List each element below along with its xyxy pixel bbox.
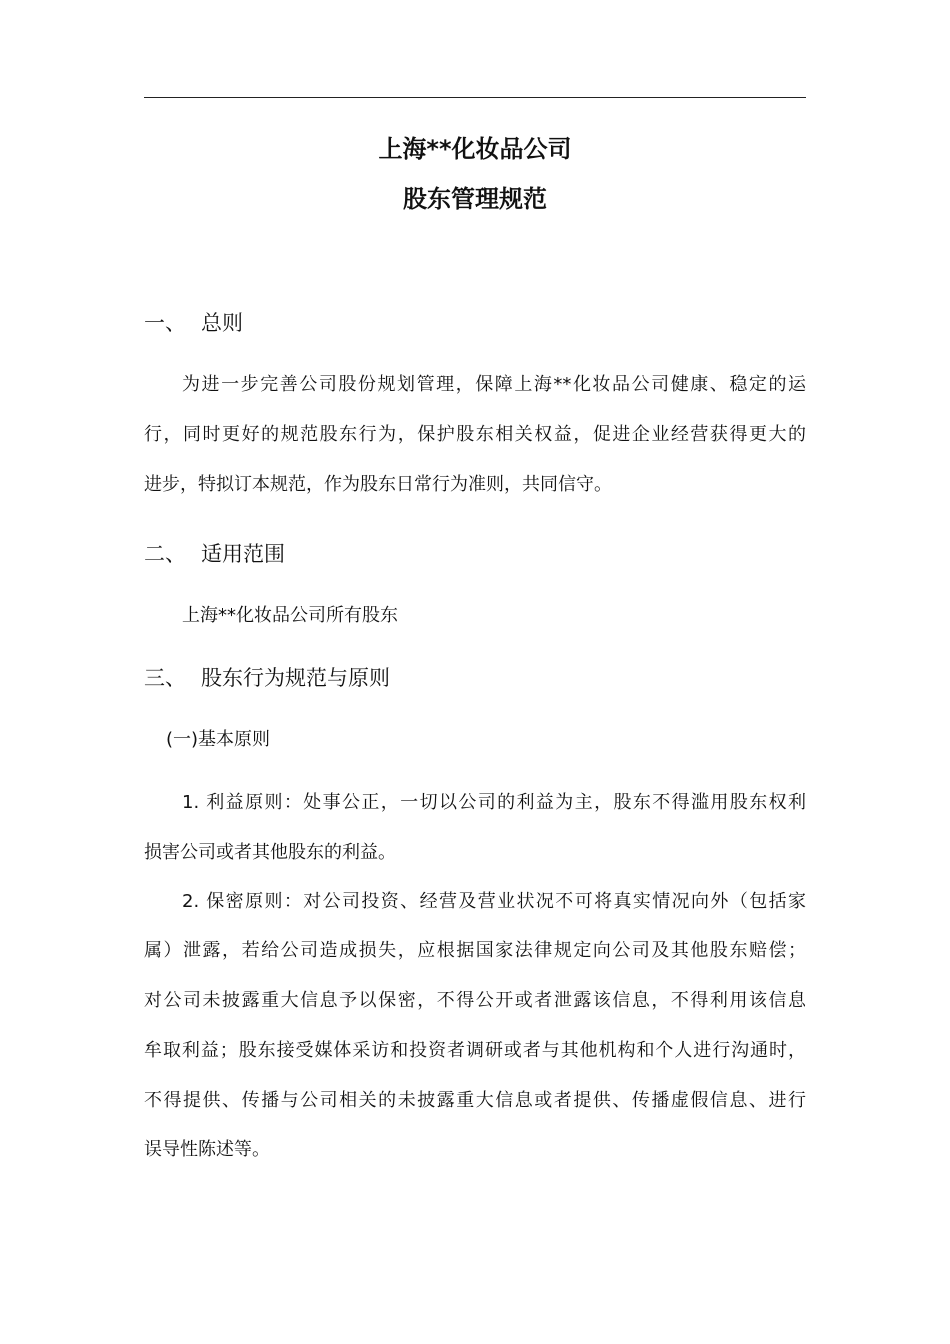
header-rule xyxy=(144,97,806,98)
paragraph-line: 2. 保密原则：对公司投资、经营及营业状况不可将真实情况向外（包括家 xyxy=(182,891,806,912)
section-number: 三、 xyxy=(144,666,186,690)
document-title-subject: 股东管理规范 xyxy=(403,185,547,213)
paragraph-line: 1. 利益原则：处事公正，一切以公司的利益为主，股东不得滥用股东权利 xyxy=(182,792,806,813)
section-number: 一、 xyxy=(144,311,186,335)
paragraph-line: 行，同时更好的规范股东行为，保护股东相关权益，促进企业经营获得更大的 xyxy=(144,424,806,445)
paragraph-line: 为进一步完善公司股份规划管理，保障上海**化妆品公司健康、稳定的运 xyxy=(182,374,806,395)
paragraph-line: 进步，特拟订本规范，作为股东日常行为准则，共同信守。 xyxy=(144,474,612,495)
section-heading-scope xyxy=(144,539,285,569)
paragraph-line: 误导性陈述等。 xyxy=(144,1139,270,1160)
section-title: 股东行为规范与原则 xyxy=(201,666,390,690)
section-title: 适用范围 xyxy=(201,542,285,566)
paragraph-line: 对公司未披露重大信息予以保密，不得公开或者泄露该信息，不得利用该信息 xyxy=(144,990,806,1011)
paragraph-line: 属）泄露，若给公司造成损失，应根据国家法律规定向公司及其他股东赔偿； xyxy=(144,940,806,961)
paragraph-line: 上海**化妆品公司所有股东 xyxy=(182,605,398,626)
paragraph-line: 损害公司或者其他股东的利益。 xyxy=(144,842,396,863)
section-number: 二、 xyxy=(144,542,186,566)
section-title: 总则 xyxy=(201,311,243,335)
paragraph-line: 不得提供、传播与公司相关的未披露重大信息或者提供、传播虚假信息、进行 xyxy=(144,1090,806,1111)
subsection-heading: (一)基本原则 xyxy=(166,729,271,750)
document-title-company: 上海**化妆品公司 xyxy=(378,135,572,163)
paragraph-line: 牟取利益；股东接受媒体采访和投资者调研或者与其他机构和个人进行沟通时， xyxy=(144,1040,806,1061)
section-heading-general xyxy=(144,308,243,338)
section-heading-conduct xyxy=(144,663,390,693)
